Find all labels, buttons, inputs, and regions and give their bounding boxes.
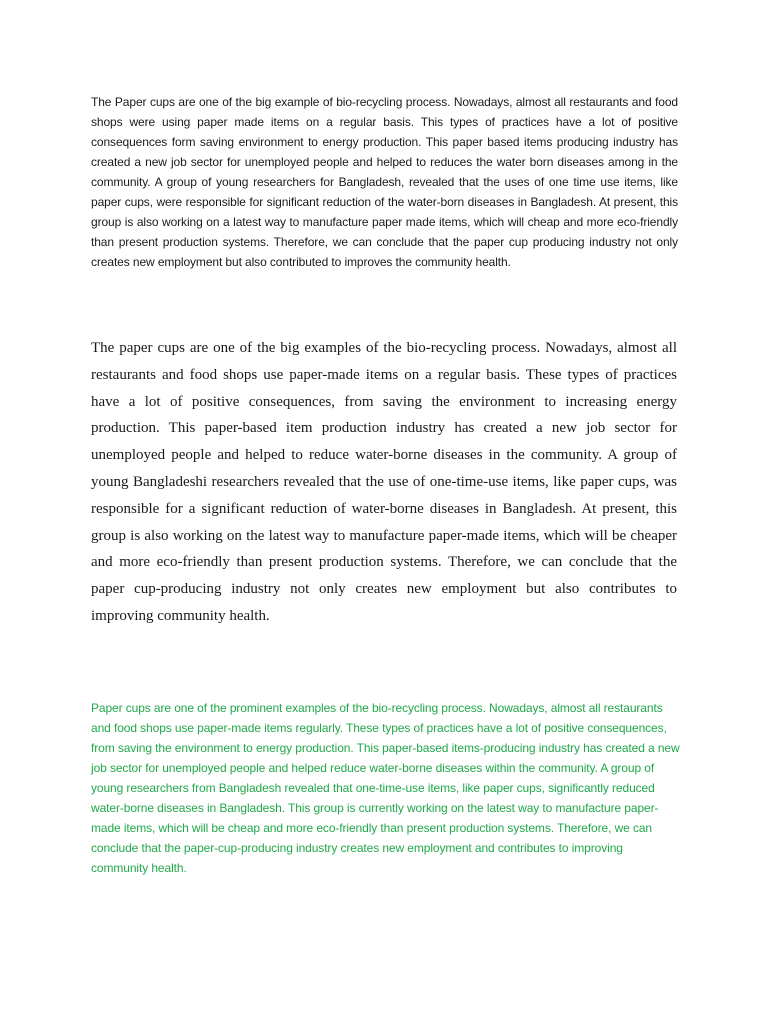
paragraph-rewritten: Paper cups are one of the prominent examples of the bio-recycling process. Nowadays, almost all restaurants and food shops use paper-made items regularly. These types of practices have a lot of positive consequences, from saving the environment to energy production. This paper-based items-producing industry has created a new job sector for unemployed people and helped reduce water-borne diseases within the community. A group of young researchers from Bangladesh revealed that one-time-use items, like paper cups, significantly reduced water-borne diseases in Bangladesh. This group is currently working on the latest way to manufacture paper-made items, which will be cheap and more eco-friendly than present production systems. Therefore, we can conclude that the paper-cup-producing industry creates new employment and contributes to improving community health.	[91, 701, 680, 875]
paragraph-corrected: The paper cups are one of the big examples of the bio-recycling process. Nowadays, almost all restaurants and food shops use paper-made items on a regular basis. These types of practices have a lot of positive consequences, from saving the environment to increasing energy production. This paper-based item production industry has created a new job sector for unemployed people and helped to reduce water-borne diseases in the community. A group of young Bangladeshi researchers revealed that the use of one-time-use items, like paper cups, was responsible for a significant reduction of water-borne diseases in Bangladesh. At present, this group is also working on the latest way to manufacture paper-made items, which will be cheaper and more eco-friendly than present production systems. Therefore, we can conclude that the paper cup-producing industry not only creates new employment but also contributes to improving community health.	[91, 340, 677, 624]
paragraph-original: The Paper cups are one of the big example of bio-recycling process. Nowadays, almost all restaurants and food shops were using paper made items on a regular basis. This types of practices have a lot of positive consequences form saving environment to energy production. This paper based items producing industry has created a new job sector for unemployed people and helped to reduces the water born diseases among in the community. A group of young researchers for Bangladesh, revealed that the uses of one time use items, like paper cups, were responsible for significant reduction of the water-born diseases in Bangladesh. At present, this group is also working on a latest way to manufacture paper made items, which will cheap and more eco-friendly than present production systems. Therefore, we can conclude that the paper cup producing industry not only creates new employment but also contributed to improves the community health.	[91, 95, 678, 269]
